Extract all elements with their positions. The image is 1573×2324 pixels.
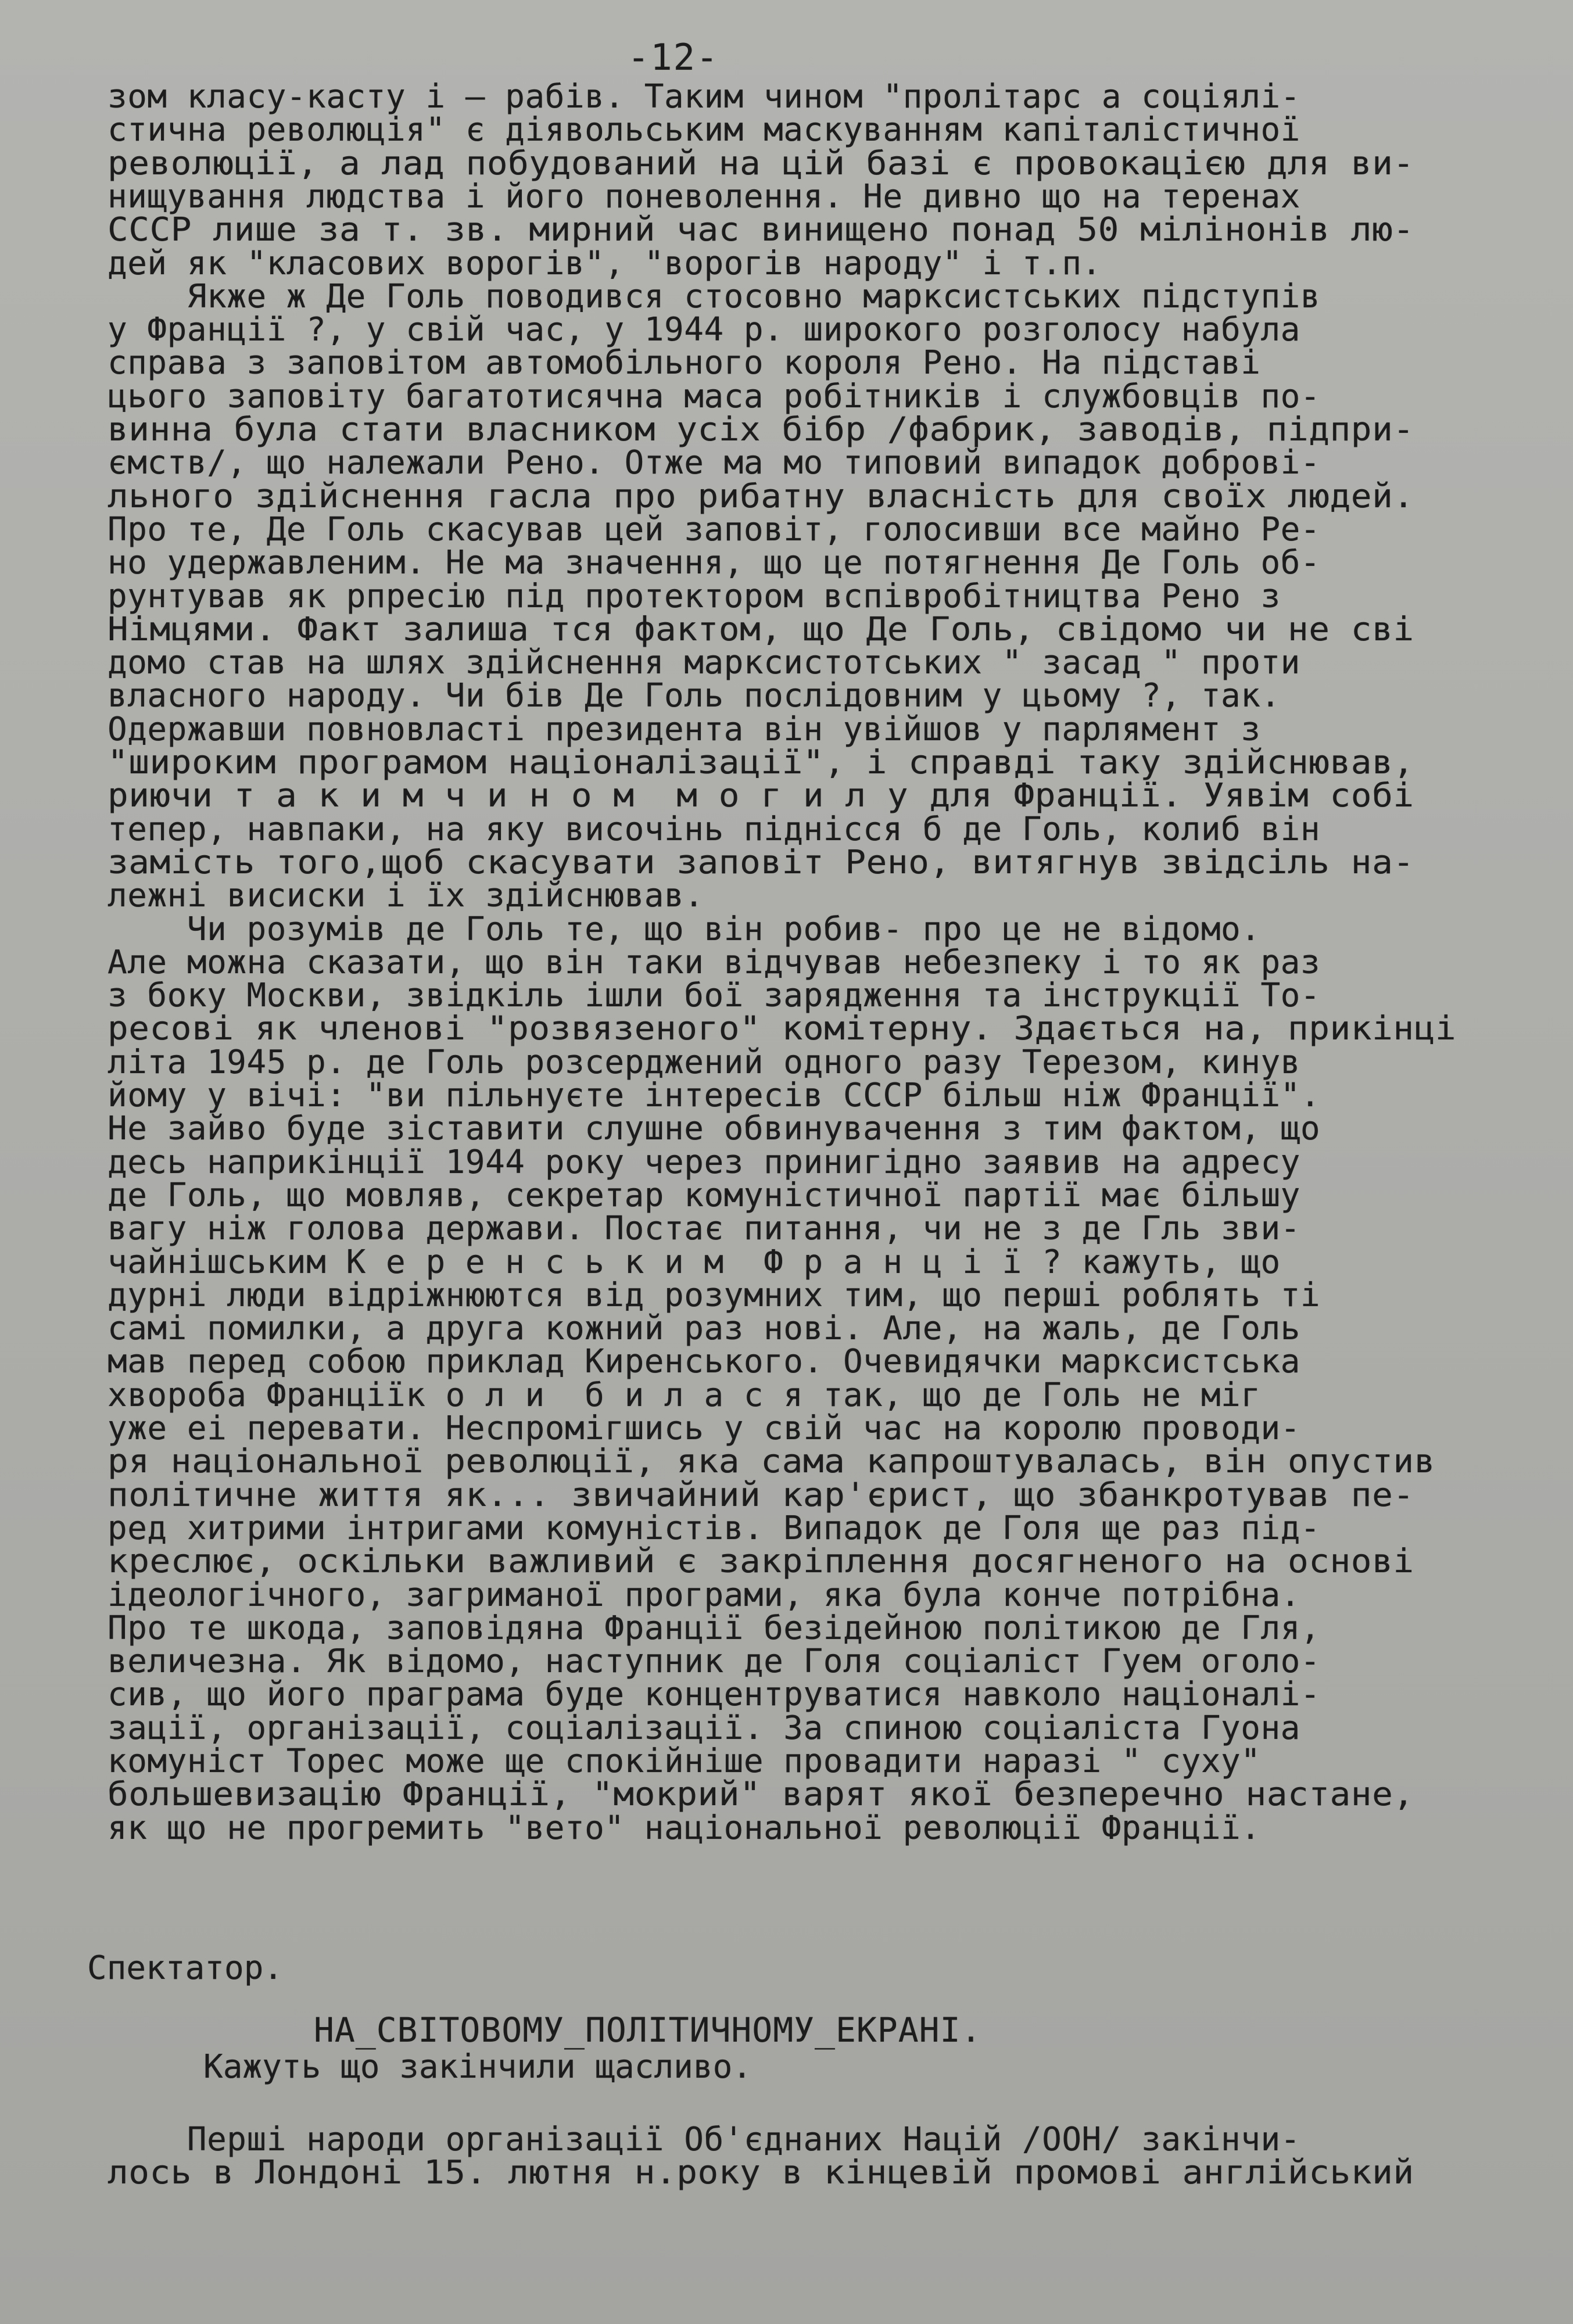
text-line: хвороба Франціїк о л и б и л а с я так, що де Голь не міг	[108, 1376, 1261, 1414]
text-line: Про те, Де Голь скасував цей заповіт, голосивши все майно Ре-	[108, 510, 1321, 548]
text-line: большевизацію Франції, "мокрий" варят якої безперечно настане,	[108, 1776, 1414, 1814]
text-line: вагу ніж голова держави. Постає питання, чи не з де Гль зви-	[108, 1210, 1300, 1248]
text-line: Німцями. Факт залиша тся фактом, що Де Голь, свідомо чи не сві	[108, 610, 1414, 648]
text-line: Чи розумів де Голь те, що він робив- про це не відомо.	[108, 910, 1261, 948]
text-line: нищування людства і його поневолення. Не дивно що на теренах	[108, 177, 1300, 216]
text-line: з боку Москви, звідкіль ішли бої зарядження та інструкції То-	[108, 977, 1321, 1015]
text-line: йому у вічі: "ви пільнуєте інтересів СССР більш ніж Франції".	[108, 1077, 1321, 1114]
text-line: стична революція" є діявольським маскуванням капіталістичної	[108, 111, 1300, 149]
author-signature: Спектатор.	[87, 1949, 284, 1987]
section-heading: НА_СВІТОВОМУ_ПОЛІТИЧНОМУ_ЕКРАНІ.	[314, 2010, 982, 2050]
text-line: зації, організації, соціалізації. За спиною соціаліста Гуона	[108, 1709, 1300, 1747]
text-line: революції, а лад побудований на цій базі є провокацією для ви-	[108, 144, 1414, 182]
text-line: справа з заповітом автомобільного короля Рено. На підставі	[108, 344, 1261, 382]
text-line: у Франції ?, у свій час, у 1944 р. широкого розголосу набула	[108, 311, 1300, 349]
text-line: літа 1945 р. де Голь розсерджений одного разу Терезом, кинув	[108, 1043, 1300, 1081]
text-line: ресові як членові "розвязеного" комітерну. Здається на, прикінці	[108, 1010, 1457, 1048]
text-line: сив, що його праграма буде концентруватися навколо націоналі-	[108, 1676, 1321, 1714]
text-line: де Голь, що мовляв, секретар комуністичної партії має більшу	[108, 1176, 1300, 1214]
section-subheading: Кажуть що закінчили щасливо.	[203, 2048, 753, 2086]
text-line: Якже ж Де Голь поводився стосовно марксистських підступів	[108, 277, 1321, 315]
text-line: тепер, навпаки, на яку височінь піднісся б де Голь, колиб він	[108, 810, 1321, 848]
text-line: ря національної революції, яка сама капроштувалась, він опустив	[108, 1443, 1435, 1481]
text-line: Про те шкода, заповідяна Франції безідейною політикою де Гля,	[108, 1609, 1321, 1647]
text-line: цього заповіту багатотисячна маса робітників і службовців по-	[108, 377, 1321, 415]
text-line: дурні люди відріжнюются від розумних тим, що перші роблять ті	[108, 1276, 1321, 1314]
text-line: рунтував як рпресію під протектором вспівробітництва Рено з	[108, 577, 1281, 615]
text-line: но удержавленим. Не ма значення, що це потягнення Де Голь об-	[108, 544, 1321, 582]
text-line: політичне життя як... звичайний кар'єрист, що збанкротував пе-	[108, 1476, 1414, 1514]
text-line: винна була стати власником усіх бібр /фабрик, заводів, підпри-	[108, 411, 1414, 449]
text-line: Не зайво буде зіставити слушне обвинувачення з тим фактом, що	[108, 1110, 1321, 1148]
text-line: льного здійснення гасла про рибатну власність для своїх людей.	[108, 477, 1414, 515]
text-line: десь наприкінції 1944 року через принигідно заявив на адресу	[108, 1143, 1300, 1181]
text-line: Перші народи організації Об'єднаних Націй /ООН/ закінчи-	[108, 2121, 1300, 2158]
text-line: як що не прогремить "вето" національної революції Франції.	[108, 1809, 1261, 1847]
text-line: чайнішським К е р е н с ь к и м Ф р а н ц і ї ? кажуть, що	[108, 1243, 1281, 1281]
page-number: -12-	[628, 36, 719, 78]
text-line: риючи т а к и м ч и н о м м о г и л у для Франції. Уявім собі	[108, 777, 1414, 815]
text-line: ред хитрими інтригами комуністів. Випадок де Голя ще раз під-	[108, 1509, 1321, 1547]
text-line: Але можна сказати, що він таки відчував небезпеку і то як раз	[108, 943, 1321, 981]
text-line: лось в Лондоні 15. лютня н.року в кінцевій промові англійський	[108, 2154, 1414, 2192]
text-line: СССР лише за т. зв. мирний час винищено понад 50 мілінонів лю-	[108, 211, 1414, 249]
text-line: креслює, оскільки важливий є закріплення досягненого на основі	[108, 1543, 1414, 1581]
text-line: "широким програмом націоналізації", і справді таку здійснював,	[108, 744, 1414, 781]
text-line: уже ei перевати. Неспромігшись у свій час на королю проводи-	[108, 1410, 1300, 1447]
text-line: власного народу. Чи бів Де Голь послідовним у цьому ?, так.	[108, 677, 1281, 715]
text-line: замість того,щоб скасувати заповіт Рено, витягнув звідсіль на-	[108, 843, 1414, 881]
text-line: величезна. Як відомо, наступник де Голя соціаліст Гуем оголо-	[108, 1642, 1321, 1681]
text-line: лежні висиски і їх здійснював.	[108, 877, 704, 915]
text-line: ємств/, що належали Рено. Отже ма мо типовий випадок доброві-	[108, 444, 1321, 482]
text-line: Одержавши повновласті президента він увійшов у парлямент з	[108, 710, 1261, 748]
text-line: ідеологічного, загриманої програми, яка була конче потрібна.	[108, 1576, 1300, 1614]
text-line: зом класу-касту і – рабів. Таким чином "пролітарс а соціялі-	[108, 78, 1300, 116]
text-line: мав перед собою приклад Киренського. Очевидячки марксистська	[108, 1343, 1300, 1381]
text-line: дей як "класових ворогів", "ворогів народу" і т.п.	[108, 244, 1102, 282]
text-line: домо став на шлях здійснення марксистотських " засад " проти	[108, 644, 1300, 682]
text-line: самі помилки, а друга кожний раз нові. Але, на жаль, де Голь	[108, 1310, 1300, 1348]
text-line: комуніст Торес може ще спокійніше провадити наразі " суху"	[108, 1742, 1261, 1780]
